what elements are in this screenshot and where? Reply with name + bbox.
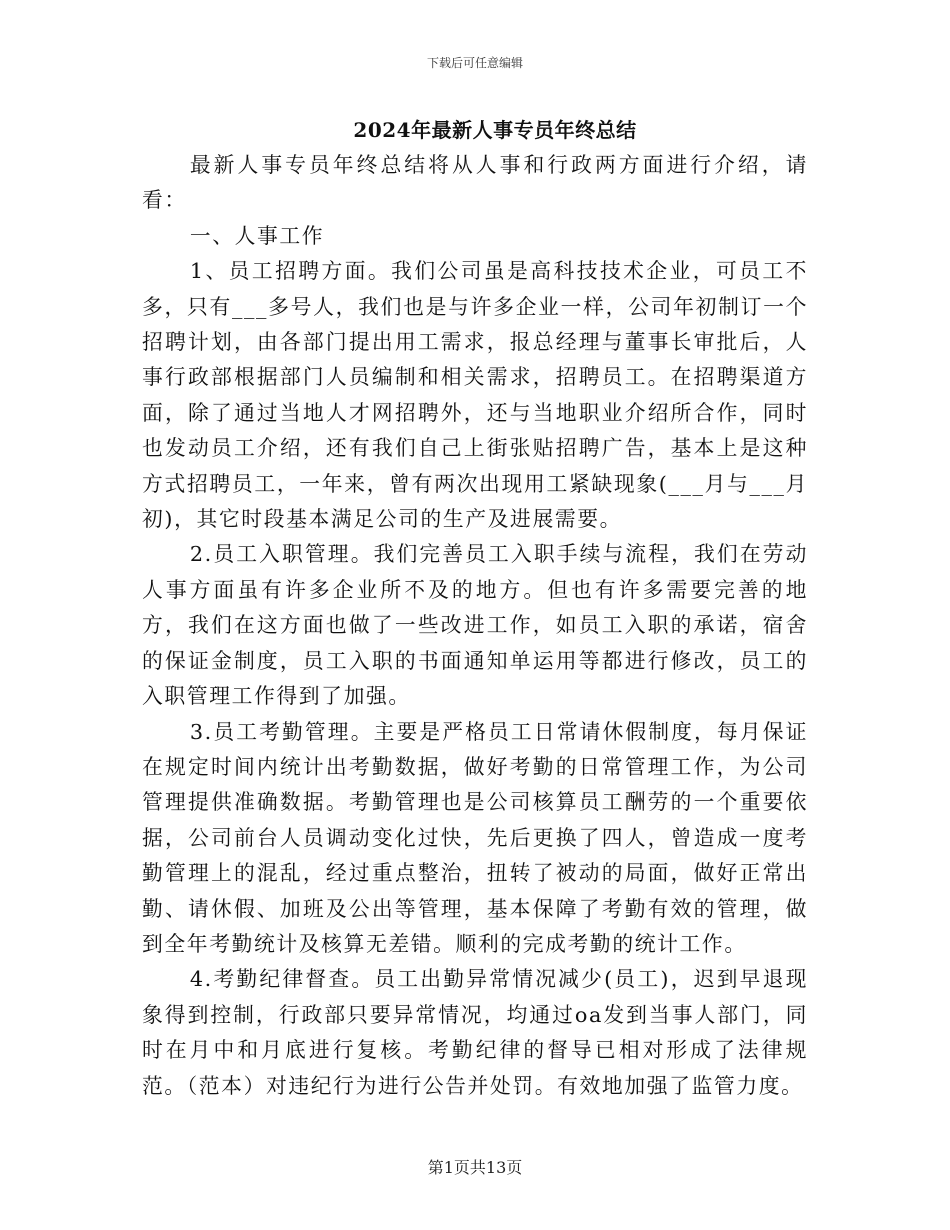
paragraph-attendance: 3.员工考勤管理。主要是严格员工日常请休假制度，每月保证在规定时间内统计出考勤数据，做好考勤的日常管理工作，为公司管理提供准确数据。考勤管理也是公司核算员工酬劳的一个重要依据，公司前台人员调动变化过快，先后更换了四人，曾造成一度考勤管理上的混乱，经过重点整治，扭转了被动的局面，做好正常出勤、请休假、加班及公出等管理，基本保障了考勤有效的管理，做到全年考勤统计及核算无差错。顺利的完成考勤的统计工作。 (142, 719, 808, 956)
paragraph-recruitment: 1、员工招聘方面。我们公司虽是高科技技术企业，可员工不多，只有___多号人，我们也是与许多企业一样，公司年初制订一个招聘计划，由各部门提出用工需求，报总经理与董事长审批后，人事行政部根据部门人员编制和相关需求，招聘员工。在招聘渠道方面，除了通过当地人才网招聘外，还与当地职业介绍所合作，同时也发动员工介绍，还有我们自己上街张贴招聘广告，基本上是这种方式招聘员工，一年来，曾有两次出现用工紧缺现象(___月与___月初)，其它时段基本满足公司的生产及进展需要。 (142, 259, 808, 532)
section-heading-personnel: 一、人事工作 (189, 223, 325, 248)
paragraph-intro: 最新人事专员年终总结将从人事和行政两方面进行介绍，请看： (142, 153, 808, 213)
header-note: 下载后可任意编辑 (426, 56, 523, 70)
document-title: 2024年最新人事专员年终总结 (353, 118, 637, 142)
paragraph-onboarding: 2.员工入职管理。我们完善员工入职手续与流程，我们在劳动人事方面虽有许多企业所不及的地方。但也有许多需要完善的地方，我们在这方面也做了一些改进工作，如员工入职的承诺，宿舍的保证金制度，员工入职的书面通知单运用等都进行修改，员工的入职管理工作得到了加强。 (142, 542, 808, 709)
paragraph-discipline: 4.考勤纪律督查。员工出勤异常情况减少(员工)，迟到早退现象得到控制，行政部只要异常情况，均通过oa发到当事人部门，同时在月中和月底进行复核。考勤纪律的督导已相对形成了法律规范。（范本）对违纪行为进行公告并处罚。有效地加强了监管力度。 (142, 967, 808, 1098)
page-number: 第1页共13页 (427, 1158, 523, 1177)
document-body (142, 148, 808, 1104)
